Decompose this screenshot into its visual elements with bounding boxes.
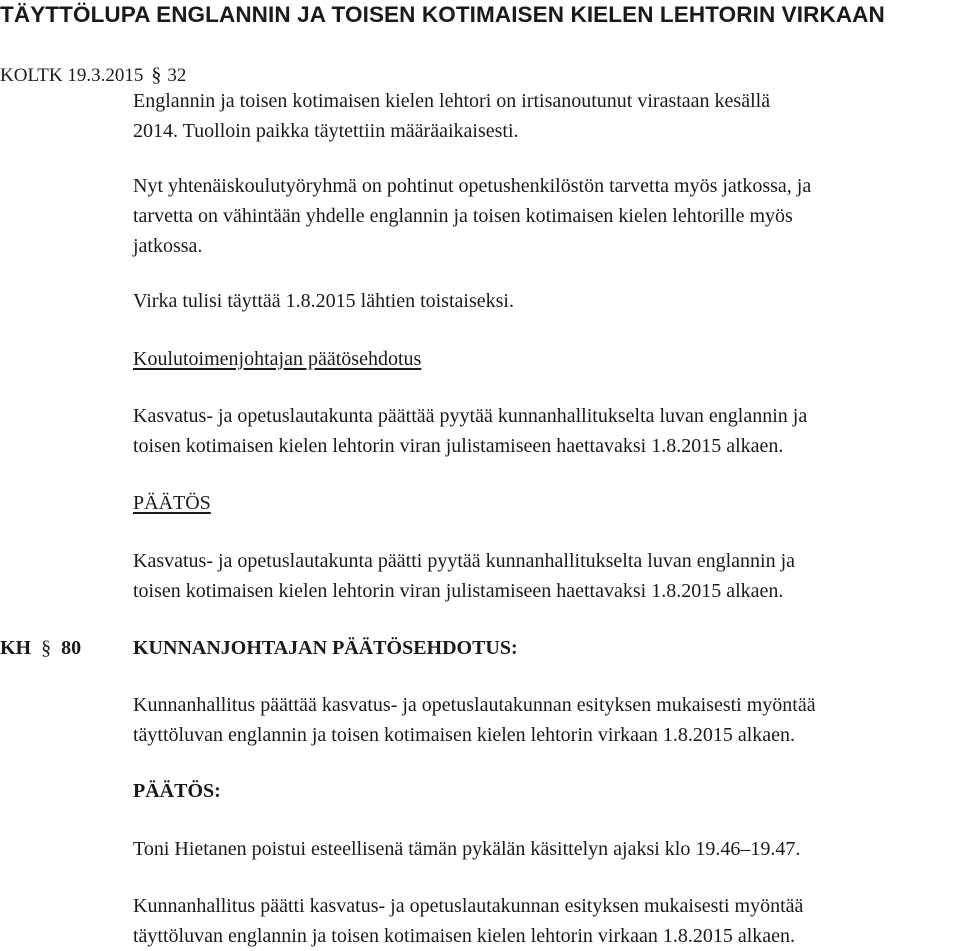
proposal-heading: Koulutoimenjohtajan päätösehdotus: [133, 348, 422, 370]
kh-proposal-heading-block: [133, 633, 958, 663]
kh-section-number: 80: [61, 637, 82, 659]
section-number: 32: [167, 65, 187, 86]
text-line: Kasvatus- ja opetuslautakunta päätti pyytää kunnanhallitukselta luvan englannin ja: [133, 550, 796, 572]
kh-decision-heading: PÄÄTÖS:: [133, 780, 221, 802]
kh-decision-heading-block: [133, 776, 958, 806]
text-line: Kasvatus- ja opetuslautakunta päättää pyytää kunnanhallitukselta luvan englannin ja: [133, 405, 808, 427]
section-symbol: §: [41, 637, 52, 659]
text-line: Kunnanhallitus päättää kasvatus- ja opetuslautakunnan esityksen mukaisesti myöntää: [133, 694, 816, 716]
kh-proposal-text: [133, 690, 958, 750]
proposal-text: [133, 401, 958, 461]
paragraph-background: [133, 86, 958, 146]
decision-heading-block: [133, 488, 958, 518]
kh-decision-text: [133, 891, 958, 951]
text-line: Englannin ja toisen kotimaisen kielen lehtori on irtisanoutunut virastaan kesällä: [133, 90, 771, 112]
document-title: TÄYTTÖLUPA ENGLANNIN JA TOISEN KOTIMAISEN KIELEN LEHTORIN VIRKAAN: [0, 2, 885, 27]
decision-text: [133, 546, 958, 606]
meeting-reference: [0, 64, 186, 87]
kh-body: KH: [0, 637, 32, 659]
text-line: täyttöluvan englannin ja toisen kotimaisen kielen lehtorin virkaan 1.8.2015 alkaen.: [133, 925, 796, 947]
kh-proposal-heading: KUNNANJOHTAJAN PÄÄTÖSEHDOTUS:: [133, 637, 518, 659]
paragraph-need: [133, 171, 958, 261]
text-line: Nyt yhtenäiskoulutyöryhmä on pohtinut opetushenkilöstön tarvetta myös jatkossa, ja: [133, 175, 812, 197]
proposal-heading-block: [133, 344, 958, 374]
text-line: toisen kotimaisen kielen lehtorin viran julistamiseen haettavaksi 1.8.2015 alkaen.: [133, 435, 784, 457]
text-line: toisen kotimaisen kielen lehtorin viran julistamiseen haettavaksi 1.8.2015 alkaen.: [133, 580, 784, 602]
text-line: jatkossa.: [133, 235, 203, 257]
paragraph-start-date: [133, 286, 958, 316]
text-line: täyttöluvan englannin ja toisen kotimaisen kielen lehtorin virkaan 1.8.2015 alkaen.: [133, 724, 796, 746]
meeting-body-date: KOLTK 19.3.2015: [0, 65, 144, 86]
decision-heading: PÄÄTÖS: [133, 492, 211, 514]
text-line: Kunnanhallitus päätti kasvatus- ja opetuslautakunnan esityksen mukaisesti myöntää: [133, 895, 804, 917]
text-line: 2014. Tuolloin paikka täytettiin määräaikaisesti.: [133, 120, 519, 142]
text-line: Virka tulisi täyttää 1.8.2015 lähtien toistaiseksi.: [133, 290, 514, 312]
text-line: Toni Hietanen poistui esteellisenä tämän pykälän käsittelyn ajaksi klo 19.46–19.47.: [133, 838, 801, 860]
kh-disqualification: [133, 834, 958, 864]
text-line: tarvetta on vähintään yhdelle englannin ja toisen kotimaisen kielen lehtorille myös: [133, 205, 793, 227]
kh-section-reference: [0, 633, 81, 663]
section-symbol: §: [151, 64, 162, 86]
